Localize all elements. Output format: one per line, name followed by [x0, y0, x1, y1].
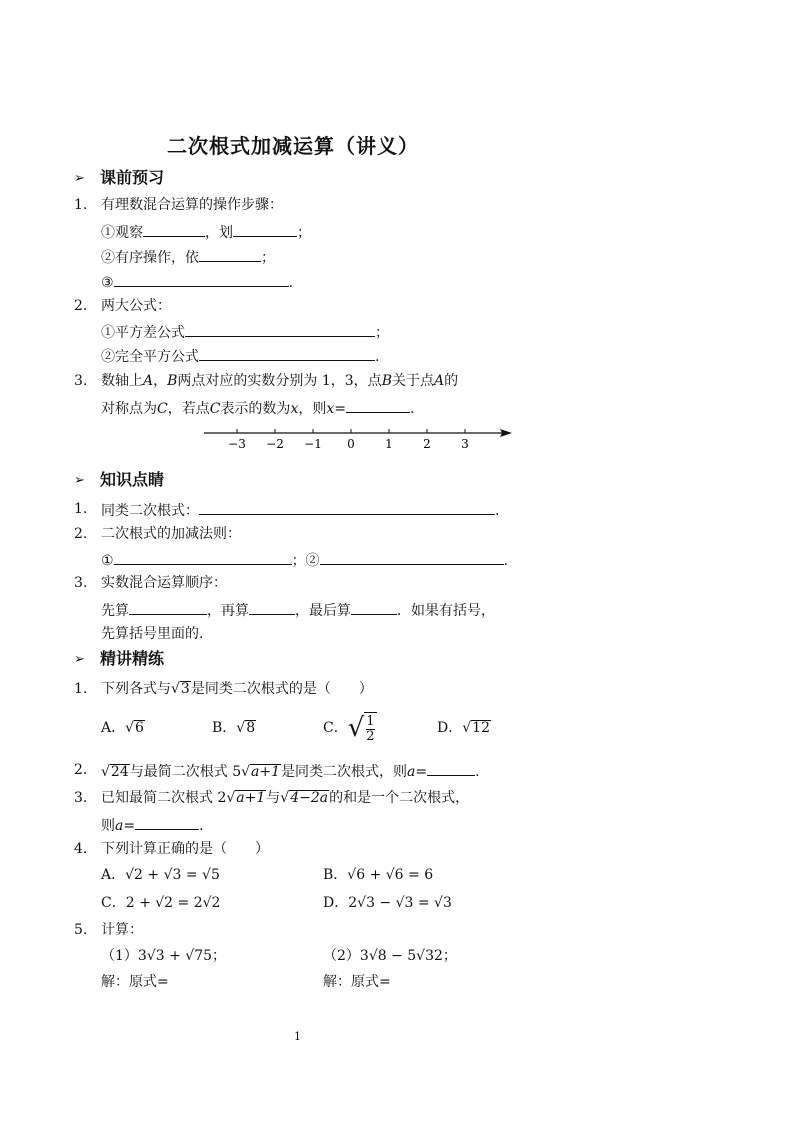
answer-blank[interactable] — [114, 550, 292, 565]
answer-blank[interactable] — [199, 346, 375, 361]
sub-question-2: （2）3√8 − 5√32； — [323, 948, 457, 964]
answer-line: ①观察 ，划 ； — [101, 222, 311, 242]
number-line-tick-label: −2 — [266, 437, 284, 451]
answer-blank[interactable] — [199, 247, 261, 262]
choice-d: D．√12 — [437, 720, 490, 736]
question-text: 下列计算正确的是（ ） — [101, 841, 269, 857]
answer-line: 同类二次根式： . — [101, 500, 499, 520]
number-line-tick-label: −1 — [304, 437, 322, 451]
question-number: 2. — [74, 762, 88, 778]
answer-blank[interactable] — [351, 600, 397, 615]
number-line-tick-label: 3 — [461, 437, 469, 451]
choice-c: C．2 + √2 = 2√2 — [101, 895, 221, 911]
answer-blank[interactable] — [135, 815, 199, 830]
choice-d: D．2√3 − √3 = √3 — [323, 895, 452, 911]
question-number: 3. — [74, 790, 88, 806]
answer-line: ②有序操作，依 ； — [101, 247, 275, 267]
question-text-line: 已知最简二次根式 2√a+1与√4−2a的和是一个二次根式， — [101, 790, 470, 806]
answer-blank[interactable] — [249, 600, 295, 615]
answer-blank[interactable] — [114, 272, 289, 287]
question-text-line: 下列各式与√3是同类二次根式的是（ ） — [101, 681, 373, 697]
answer-blank[interactable] — [199, 500, 495, 515]
page-title: 二次根式加减运算（讲义） — [167, 134, 419, 158]
question-number: 2. — [74, 298, 88, 314]
answer-line: ③ . — [101, 272, 293, 292]
question-text-line: √24与最简二次根式 5√a+1是同类二次根式，则a= . — [101, 761, 480, 781]
question-number: 2. — [74, 526, 88, 542]
question-text: 两大公式： — [101, 298, 171, 314]
answer-label: ①平方差公式 — [101, 325, 185, 341]
question-text: 二次根式的加减法则： — [101, 526, 241, 542]
sub-question-1: （1）3√3 + √75； — [101, 948, 227, 964]
question-text: 计算： — [101, 922, 143, 938]
question-number: 1. — [74, 681, 88, 697]
question-number: 1. — [74, 197, 88, 213]
section-heading-practice: 精讲精练 — [100, 649, 165, 668]
answer-blank[interactable] — [346, 398, 410, 413]
answer-blank[interactable] — [320, 550, 504, 565]
question-number: 3. — [74, 575, 88, 591]
question-number: 4. — [74, 841, 88, 857]
answer-line: ①平方差公式 ； — [101, 322, 389, 342]
number-line-tick-label: −3 — [228, 437, 246, 451]
section-heading-preview: 课前预习 — [100, 168, 165, 187]
choice-a: A．√2 + √3 = √5 — [101, 867, 220, 883]
question-text: 先算括号里面的. — [101, 626, 204, 642]
answer-blank[interactable] — [185, 322, 375, 337]
answer-label: ②完全平方公式 — [101, 349, 199, 365]
page-number: 1 — [294, 1030, 301, 1043]
number-line-tick-label: 0 — [347, 437, 355, 451]
answer-blank[interactable] — [427, 761, 475, 776]
answer-line: ① ；② . — [101, 550, 508, 570]
answer-label: ③ — [101, 275, 114, 291]
number-line-tick-label: 1 — [385, 437, 393, 451]
solution-label-2: 解：原式= — [323, 974, 391, 990]
answer-label: ①观察 — [101, 225, 143, 241]
question-text: 有理数混合运算的操作步骤： — [101, 197, 283, 213]
question-number: 1. — [74, 501, 88, 517]
solution-label-1: 解：原式= — [101, 974, 169, 990]
answer-line: 先算 ，再算 ，最后算 ．如果有括号， — [101, 600, 495, 620]
choice-b: B．√8 — [212, 720, 256, 736]
question-text-line: 对称点为C，若点C表示的数为x，则x= . — [101, 398, 414, 418]
answer-label: ②有序操作，依 — [101, 250, 199, 266]
number-line-tick-label: 2 — [423, 437, 431, 451]
number-line — [200, 424, 520, 454]
answer-blank[interactable] — [129, 600, 207, 615]
question-text-line: 则a= . — [101, 815, 204, 835]
question-text: 实数混合运算顺序： — [101, 575, 227, 591]
section-arrow-icon: ➢ — [74, 473, 85, 488]
section-heading-knowledge: 知识点睛 — [100, 470, 165, 489]
answer-blank[interactable] — [143, 222, 205, 237]
section-arrow-icon: ➢ — [74, 652, 85, 667]
answer-line: ②完全平方公式 . — [101, 346, 379, 366]
choice-a: A．√6 — [101, 720, 144, 736]
radicand: 3 — [180, 681, 190, 697]
choice-c: C．√ $\frac{1}{2}$ — [323, 713, 375, 744]
question-number: 3. — [74, 373, 88, 389]
question-number: 5. — [74, 922, 88, 938]
question-text-line: 数轴上A，B两点对应的实数分别为 1，3，点B关于点A的 — [101, 373, 459, 389]
answer-blank[interactable] — [233, 222, 297, 237]
section-arrow-icon: ➢ — [74, 171, 85, 186]
choice-b: B．√6 + √6 = 6 — [323, 867, 434, 883]
fraction: $\frac{1}{2}$ — [366, 714, 375, 744]
